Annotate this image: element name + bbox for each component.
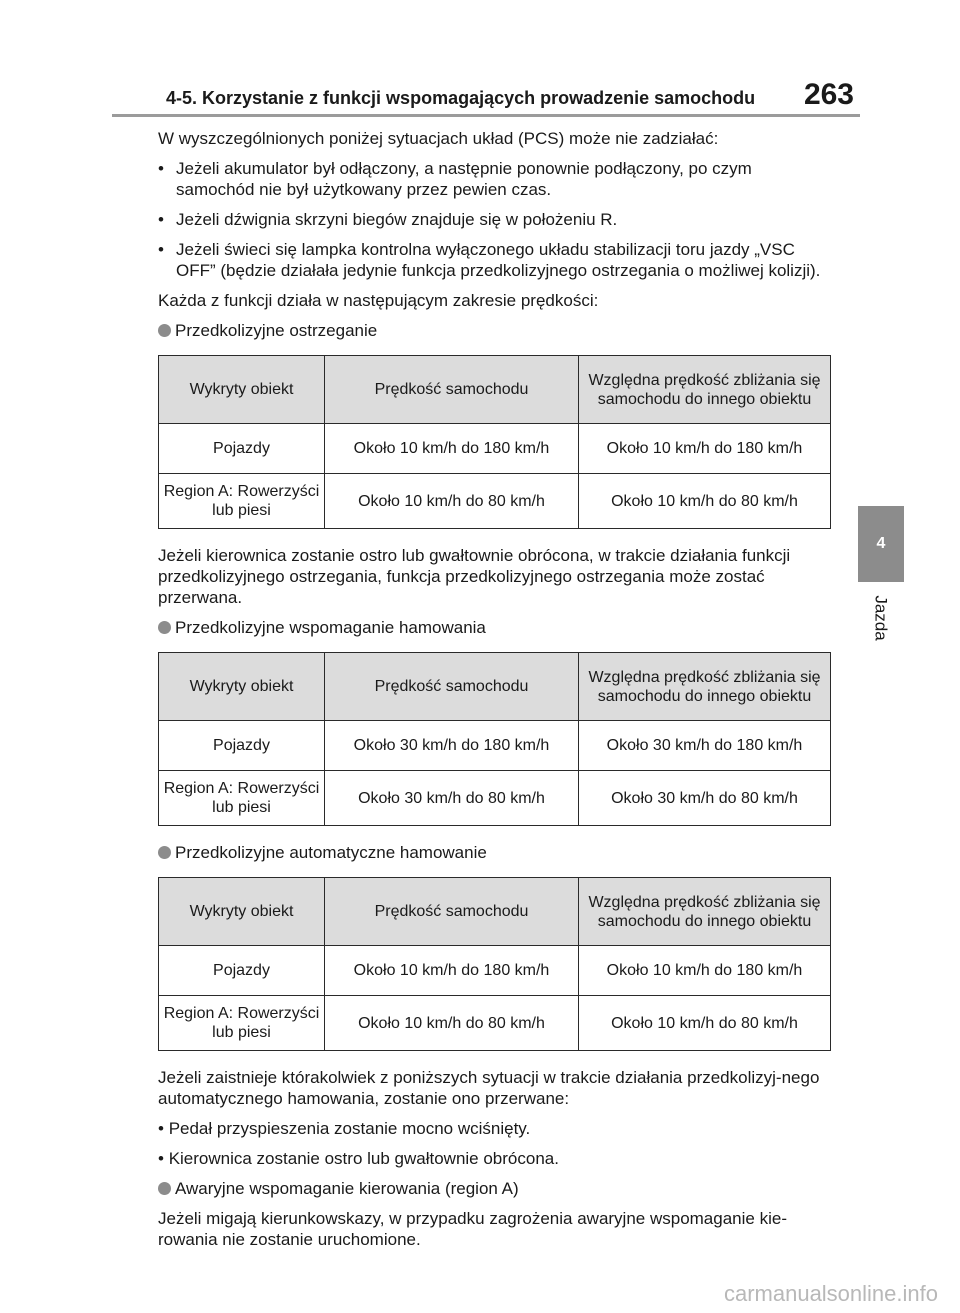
page-header xyxy=(112,76,860,116)
section-heading: Przedkolizyjne wspomaganie hamowania xyxy=(158,617,830,638)
chapter-side-label-text: Jazda xyxy=(872,595,891,641)
table-cell: Około 10 km/h do 180 km/h xyxy=(325,424,579,474)
bullet-circle-icon xyxy=(158,846,171,859)
table-cell: Pojazdy xyxy=(159,424,325,474)
table-row xyxy=(159,946,831,996)
table-cell: Około 10 km/h do 80 km/h xyxy=(325,474,579,529)
intro-bullet: • Jeżeli świeci się lampka kontrolna wyłączonego układu stabilizacji toru jazdy „VSC OFF” (będzie działała jedynie funkcja przedkolizyjnego ostrzegania o możliwej kolizji). xyxy=(158,240,821,280)
table-cell: Około 10 km/h do 80 km/h xyxy=(579,474,831,529)
intro-text: W wyszczególnionych poniżej sytuacjach układ (PCS) może nie zadziałać: xyxy=(158,129,719,148)
page-content xyxy=(158,128,830,1259)
speed-table-brake-assist xyxy=(158,652,831,826)
table-header-cell: Prędkość samochodu xyxy=(325,653,579,721)
page-number: 263 xyxy=(803,78,854,111)
table-cell: Pojazdy xyxy=(159,721,325,771)
table-row xyxy=(159,424,831,474)
intro-bullet: • Jeżeli dźwignia skrzyni biegów znajduje się w położeniu R. xyxy=(158,210,618,229)
section-heading: Przedkolizyjne ostrzeganie xyxy=(158,320,830,341)
auto-brake-bullet: • Kierownica zostanie ostro lub gwałtownie obrócona. xyxy=(158,1149,559,1168)
table-cell: Około 30 km/h do 80 km/h xyxy=(579,771,831,826)
intro-bullet: • Jeżeli akumulator był odłączony, a następnie ponownie podłączony, po czym samochód nie był użytkowany przez pewien czas. xyxy=(158,159,752,199)
table-header-cell: Wykryty obiekt xyxy=(159,878,325,946)
table-cell: Około 10 km/h do 80 km/h xyxy=(579,996,831,1051)
bullet-circle-icon xyxy=(158,324,171,337)
chapter-title: 4-5. Korzystanie z funkcji wspomagających prowadzenie samochodu xyxy=(166,88,756,108)
chapter-side-label xyxy=(862,588,900,648)
bullet-circle-icon xyxy=(158,1182,171,1195)
table-cell: Około 30 km/h do 180 km/h xyxy=(579,721,831,771)
speed-intro-text: Każda z funkcji działa w następującym zakresie prędkości: xyxy=(158,291,599,310)
table-header-cell: Wykryty obiekt xyxy=(159,653,325,721)
table-header-cell: Względna prędkość zbliżania się samochodu do innego obiektu xyxy=(579,356,831,424)
header-divider xyxy=(112,114,860,117)
chapter-tab xyxy=(858,506,904,582)
table-header-cell: Względna prędkość zbliżania się samochodu do innego obiektu xyxy=(579,878,831,946)
table-header-cell: Wykryty obiekt xyxy=(159,356,325,424)
bullet-circle-icon xyxy=(158,621,171,634)
emergency-note: Jeżeli migają kierunkowskazy, w przypadku zagrożenia awaryjne wspomaganie kie-rowania nie zostanie uruchomione. xyxy=(158,1209,787,1249)
section-heading: Awaryjne wspomaganie kierowania (region A) xyxy=(158,1178,830,1199)
table-cell: Region A: Rowerzyści lub piesi xyxy=(159,474,325,529)
speed-table-auto-brake xyxy=(158,877,831,1051)
table-cell: Około 30 km/h do 180 km/h xyxy=(325,721,579,771)
table-header-cell: Prędkość samochodu xyxy=(325,356,579,424)
auto-brake-note: Jeżeli zaistnieje którakolwiek z poniższych sytuacji w trakcie działania przedkolizyj-nego automatycznego hamowania, zostanie ono przerwane: xyxy=(158,1068,820,1108)
table-cell: Około 10 km/h do 180 km/h xyxy=(579,946,831,996)
table-row xyxy=(159,771,831,826)
table-cell: Około 10 km/h do 80 km/h xyxy=(325,996,579,1051)
steering-note: Jeżeli kierownica zostanie ostro lub gwałtownie obrócona, w trakcie działania funkcji przedkolizyjnego ostrzegania, funkcja przedkolizyjnego ostrzegania może zostać przerwana. xyxy=(158,546,791,607)
table-row xyxy=(159,996,831,1051)
auto-brake-bullet: • Pedał przyspieszenia zostanie mocno wciśnięty. xyxy=(158,1119,531,1138)
speed-table-warning xyxy=(158,355,831,529)
table-cell: Region A: Rowerzyści lub piesi xyxy=(159,771,325,826)
section-heading: Przedkolizyjne automatyczne hamowanie xyxy=(158,842,830,863)
table-header-cell: Prędkość samochodu xyxy=(325,878,579,946)
table-cell: Pojazdy xyxy=(159,946,325,996)
table-cell: Około 30 km/h do 80 km/h xyxy=(325,771,579,826)
table-header-cell: Względna prędkość zbliżania się samochodu do innego obiektu xyxy=(579,653,831,721)
table-cell: Region A: Rowerzyści lub piesi xyxy=(159,996,325,1051)
table-row xyxy=(159,721,831,771)
table-row xyxy=(159,474,831,529)
table-cell: Około 10 km/h do 180 km/h xyxy=(579,424,831,474)
watermark: carmanualsonline.info xyxy=(723,1281,938,1306)
chapter-tab-number: 4 xyxy=(876,535,886,552)
table-cell: Około 10 km/h do 180 km/h xyxy=(325,946,579,996)
